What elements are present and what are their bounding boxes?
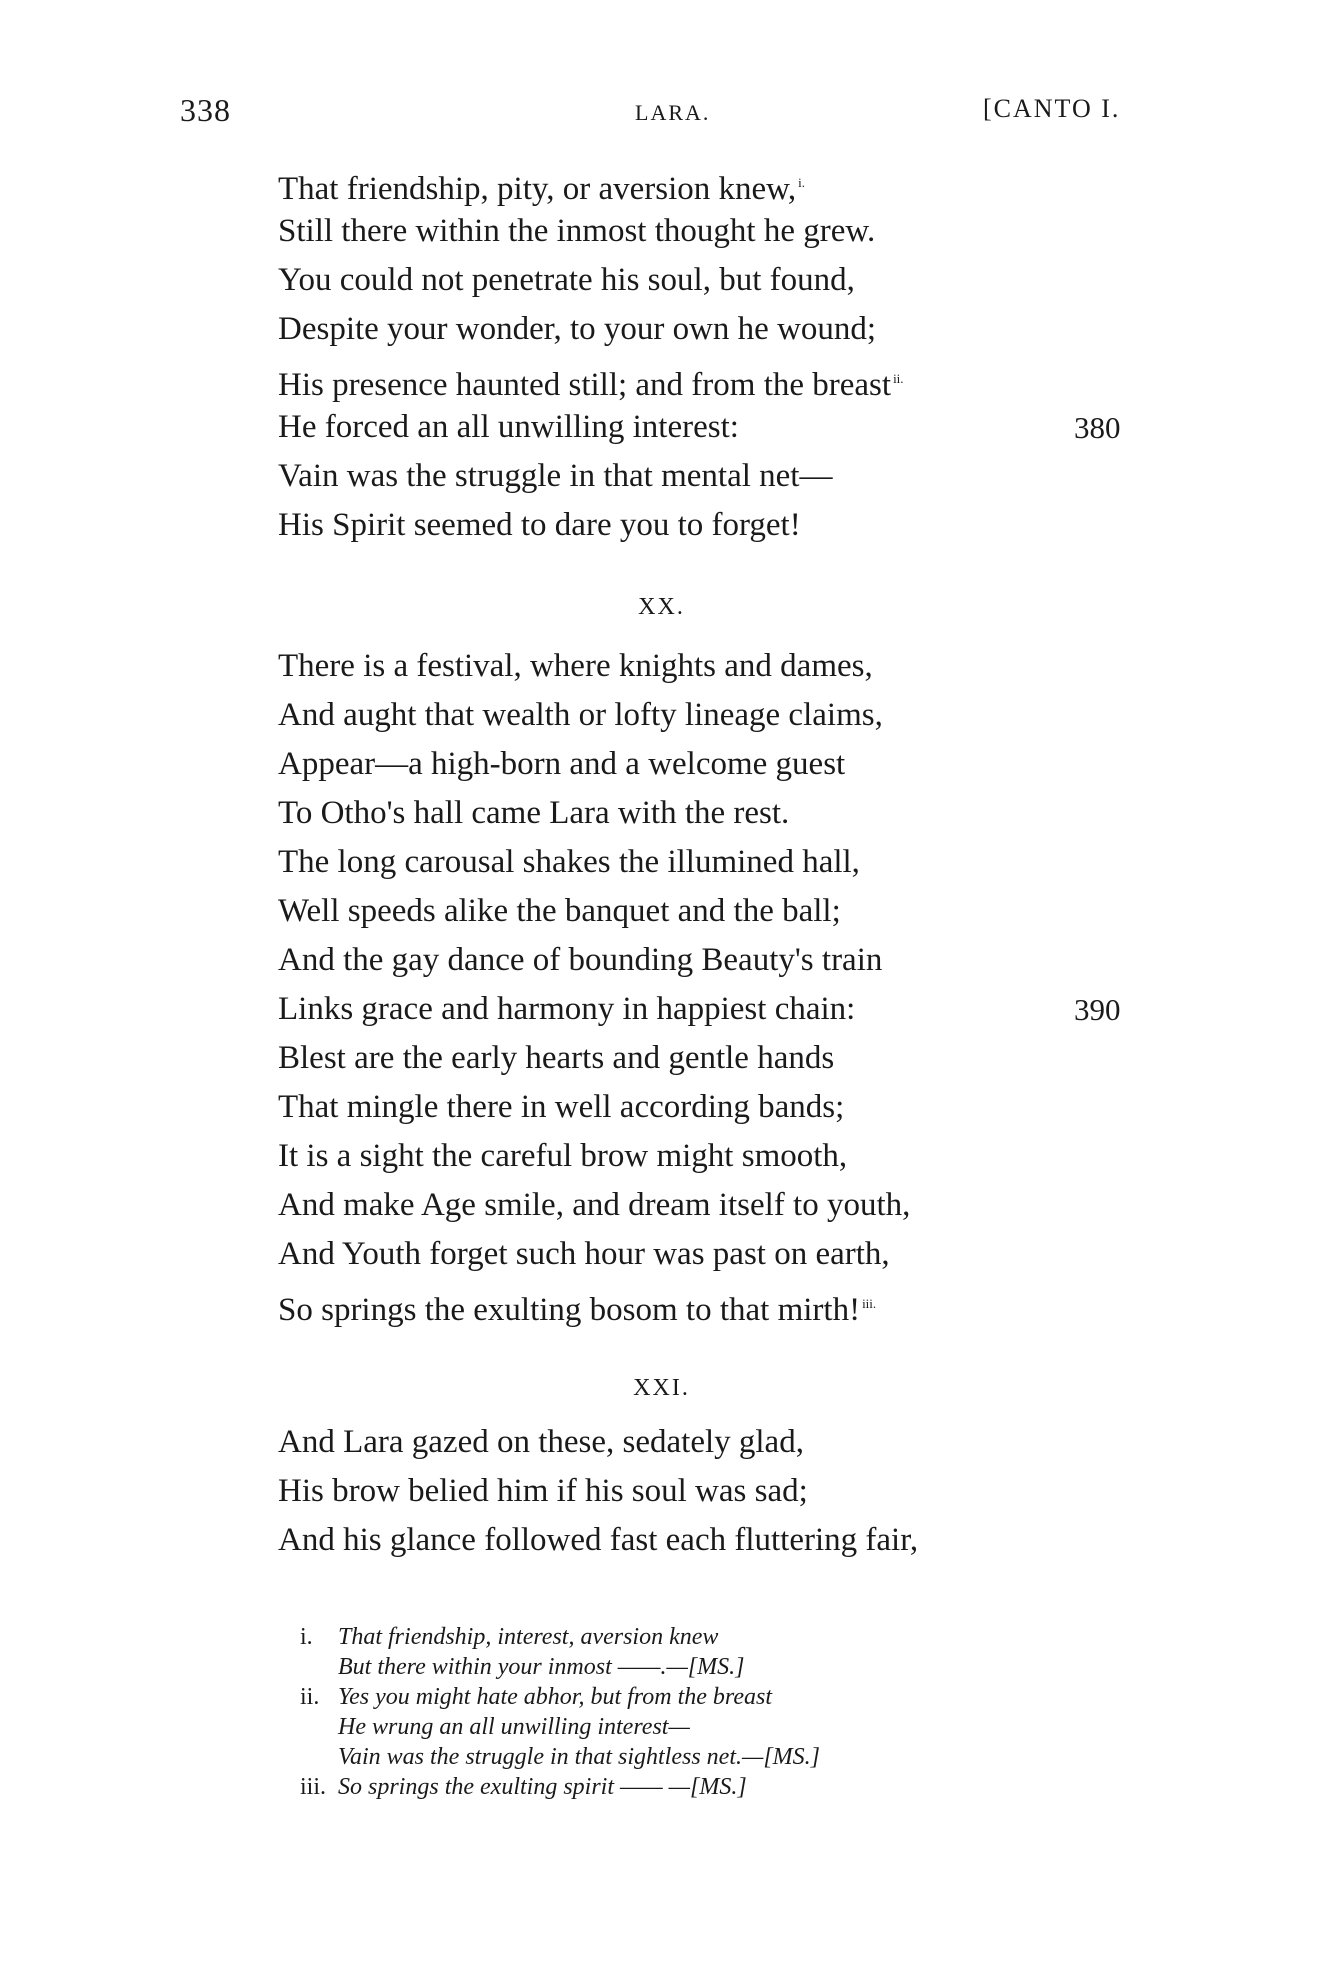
- section-numeral-xx: XX.: [638, 594, 685, 620]
- verse-line: His Spirit seemed to dare you to forget!: [278, 507, 801, 543]
- verse-line: Links grace and harmony in happiest chain: 390: [278, 985, 1178, 1034]
- verse-line: It is a sight the careful brow might smooth,: [278, 1138, 848, 1174]
- canto-label: [CANTO I.: [983, 94, 1121, 123]
- footnote-reference: ii.: [893, 371, 904, 386]
- verse-line: And the gay dance of bounding Beauty's train: [278, 942, 883, 978]
- running-header: [0, 92, 1323, 132]
- verse-line: So springs the exulting bosom to that mirth! $^{iii.}$: [278, 1292, 877, 1328]
- footnote-line: Vain was the struggle in that sightless net.—[MS.]: [338, 1744, 821, 1770]
- footnote-reference: i.: [798, 175, 805, 190]
- verse-line: Despite your wonder, to your own he wound;: [278, 311, 877, 347]
- verse-line: There is a festival, where knights and dames,: [278, 648, 873, 684]
- verse-line: You could not penetrate his soul, but found,: [278, 262, 855, 298]
- stanza-xxi: [278, 1418, 1178, 1565]
- verse-line: He forced an all unwilling interest: 380: [278, 403, 1178, 452]
- stanza-continued: [278, 158, 1178, 550]
- verse-line: The long carousal shakes the illumined hall,: [278, 844, 860, 880]
- footnote-marker: i.: [300, 1624, 313, 1650]
- verse-line: To Otho's hall came Lara with the rest.: [278, 795, 790, 831]
- footnote-marker: iii.: [300, 1774, 327, 1800]
- footnote-line: But there within your inmost ——.—[MS.]: [338, 1654, 745, 1680]
- verse-line: And his glance followed fast each fluttering fair,: [278, 1522, 919, 1558]
- verse-line: Vain was the struggle in that mental net—: [278, 458, 833, 494]
- footnotes: [300, 1622, 1100, 1802]
- verse-line: His brow belied him if his soul was sad;: [278, 1473, 808, 1509]
- footnote-i: [300, 1622, 1100, 1682]
- verse-line: And Youth forget such hour was past on earth,: [278, 1236, 890, 1272]
- page-number: 338: [180, 92, 231, 128]
- line-number: 390: [1074, 992, 1121, 1027]
- verse-line: That friendship, pity, or aversion knew, $^{i.}$: [278, 171, 805, 207]
- stanza-xx: [278, 642, 1178, 1328]
- running-title: LARA.: [635, 100, 711, 125]
- verse-line: Still there within the inmost thought he grew.: [278, 213, 876, 249]
- footnote-line: That friendship, interest, aversion knew: [338, 1624, 719, 1650]
- footnote-ii: [300, 1682, 1100, 1772]
- verse-line: That mingle there in well according bands;: [278, 1089, 845, 1125]
- verse-line: Appear—a high-born and a welcome guest: [278, 746, 846, 782]
- footnote-line: So springs the exulting spirit —— —[MS.]: [338, 1774, 747, 1800]
- verse-line: His presence haunted still; and from the breast $^{ii.}$: [278, 367, 904, 403]
- verse-line: And make Age smile, and dream itself to youth,: [278, 1187, 911, 1223]
- footnote-iii: [300, 1772, 1100, 1802]
- footnote-reference: iii.: [862, 1296, 877, 1311]
- footnote-marker: ii.: [300, 1684, 320, 1710]
- section-numeral-xxi: XXI.: [633, 1375, 690, 1401]
- line-number: 380: [1074, 410, 1121, 445]
- verse-line: And Lara gazed on these, sedately glad,: [278, 1424, 804, 1460]
- verse-line: Blest are the early hearts and gentle hands: [278, 1040, 835, 1076]
- verse-line: Well speeds alike the banquet and the ball;: [278, 893, 841, 929]
- verse-line: And aught that wealth or lofty lineage claims,: [278, 697, 883, 733]
- footnote-line: He wrung an all unwilling interest—: [338, 1714, 690, 1740]
- footnote-line: Yes you might hate abhor, but from the breast: [338, 1684, 773, 1710]
